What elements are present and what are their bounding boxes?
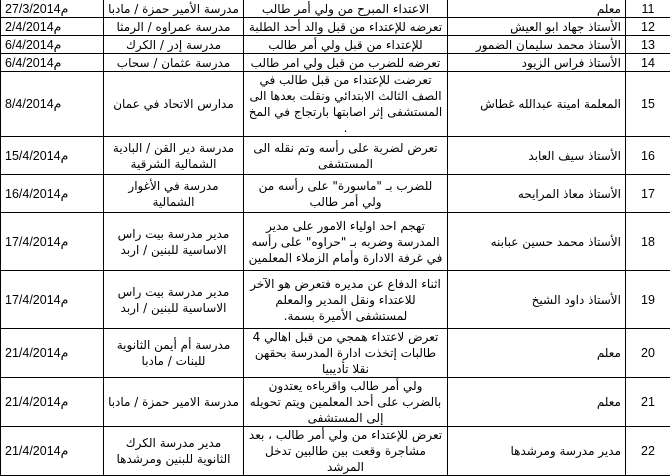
school-cell: مدرسة عمراوه / الرمثا bbox=[104, 18, 244, 36]
table-row bbox=[1, 36, 670, 54]
school-cell: مدرسة عثمان / سحاب bbox=[104, 54, 244, 72]
date-cell: 21/4/2014م bbox=[1, 329, 104, 378]
date-cell: 21/4/2014م bbox=[1, 378, 104, 427]
school-cell: مدرسة دير القن / البادية الشمالية الشرقية bbox=[104, 137, 244, 175]
table-row bbox=[1, 427, 670, 476]
number-cell: 17 bbox=[626, 175, 670, 213]
incident-cell: تعرضه للإعتداء من قبل والد أحد الطلبة bbox=[244, 18, 448, 36]
incident-cell: تعرض لضربة على رأسه وتم نقله الى المستشفى bbox=[244, 137, 448, 175]
table-row bbox=[1, 175, 670, 213]
name-cell: معلم bbox=[448, 0, 626, 18]
date-cell: 27/3/2014م bbox=[1, 0, 104, 18]
date-cell: 6/4/2014م bbox=[1, 36, 104, 54]
incident-cell: تعرضت للإعتداء من قبل طالب في الصف الثالث الابتدائي ونقلت بعدها الى المستشفى إثر اصابتها بارتجاج في المخ . bbox=[244, 72, 448, 137]
table-row bbox=[1, 0, 670, 18]
name-cell: الأستاذ معاذ المرايحه bbox=[448, 175, 626, 213]
school-cell: مدير مدرسة بيت راس الاساسية للبنين / اربد bbox=[104, 213, 244, 271]
table-row bbox=[1, 54, 670, 72]
number-cell: 12 bbox=[626, 18, 670, 36]
date-cell: 17/4/2014م bbox=[1, 213, 104, 271]
incident-cell: تعرض للإعتداء من ولي أمر طالب ، بعد مشاجرة وقعت بين طالبين تدخل المرشد bbox=[244, 427, 448, 476]
date-cell: 21/4/2014م bbox=[1, 427, 104, 476]
number-cell: 18 bbox=[626, 213, 670, 271]
incident-cell: تهجم احد اولياء الامور على مدير المدرسة وضربه بـ "حراوه" على رأسه في غرفة الادارة وأمام الزملاء المعلمين bbox=[244, 213, 448, 271]
incident-cell: تعرض لاعتداء همجي من قبل اهالي 4 طالبات إتخذت ادارة المدرسة بحقهن نقلا تأديبيا bbox=[244, 329, 448, 378]
table-row bbox=[1, 18, 670, 36]
incident-cell: اثناء الدفاع عن مديره فتعرض هو الآخر للاعتداء ونقل المدير والمعلم لمستشفى الأميرة بسمة. bbox=[244, 271, 448, 329]
name-cell: الأستاذ داود الشيخ bbox=[448, 271, 626, 329]
incident-cell: الاعتداء المبرح من ولي أمر طالب bbox=[244, 0, 448, 18]
date-cell: 8/4/2014م bbox=[1, 72, 104, 137]
name-cell: الأستاذ سيف العابد bbox=[448, 137, 626, 175]
date-cell: 16/4/2014م bbox=[1, 175, 104, 213]
number-cell: 16 bbox=[626, 137, 670, 175]
date-cell: 15/4/2014م bbox=[1, 137, 104, 175]
number-cell: 11 bbox=[626, 0, 670, 18]
name-cell: الأستاذ محمد سليمان الضمور bbox=[448, 36, 626, 54]
table-row bbox=[1, 137, 670, 175]
name-cell: معلم bbox=[448, 329, 626, 378]
school-cell: مدرسة في الأغوار الشمالية bbox=[104, 175, 244, 213]
name-cell: الأستاذ جهاد ابو العيش bbox=[448, 18, 626, 36]
school-cell: مدرسة إدر / الكرك bbox=[104, 36, 244, 54]
number-cell: 19 bbox=[626, 271, 670, 329]
number-cell: 20 bbox=[626, 329, 670, 378]
date-cell: 2/4/2014م bbox=[1, 18, 104, 36]
school-cell: مدرسة أم أيمن الثانوية للبنات / مادبا bbox=[104, 329, 244, 378]
name-cell: الأستاذ فراس الزيود bbox=[448, 54, 626, 72]
number-cell: 22 bbox=[626, 427, 670, 476]
incident-cell: ولي أمر طالب واقرباءه يعتدون بالضرب على أحد المعلمين ويتم تحويله إلى المستشفى bbox=[244, 378, 448, 427]
name-cell: مدير مدرسة ومرشدها bbox=[448, 427, 626, 476]
table-row bbox=[1, 271, 670, 329]
school-cell: مدارس الاتحاد في عمان bbox=[104, 72, 244, 137]
date-cell: 6/4/2014م bbox=[1, 54, 104, 72]
school-cell: مدرسة الامير حمزة / مادبا bbox=[104, 378, 244, 427]
number-cell: 14 bbox=[626, 54, 670, 72]
school-cell: مدير مدرسة الكرك الثانوية للبنين ومرشدها bbox=[104, 427, 244, 476]
incident-cell: للإعتداء من قبل ولي أمر طالب bbox=[244, 36, 448, 54]
number-cell: 13 bbox=[626, 36, 670, 54]
name-cell: المعلمة امينة عبدالله غطاش bbox=[448, 72, 626, 137]
number-cell: 21 bbox=[626, 378, 670, 427]
incident-cell: للضرب بـ "ماسورة" على رأسه من ولي أمر طالب bbox=[244, 175, 448, 213]
incident-cell: تعرضه للضرب من قبل ولي امر طالب bbox=[244, 54, 448, 72]
date-cell: 17/4/2014م bbox=[1, 271, 104, 329]
table-row bbox=[1, 72, 670, 137]
table-row bbox=[1, 329, 670, 378]
name-cell: الأستاذ محمد حسين عبابنه bbox=[448, 213, 626, 271]
name-cell: معلم bbox=[448, 378, 626, 427]
table-row bbox=[1, 213, 670, 271]
school-cell: مدرسة الأمير حمزة / مادبا bbox=[104, 0, 244, 18]
table-row bbox=[1, 378, 670, 427]
number-cell: 15 bbox=[626, 72, 670, 137]
school-cell: مدير مدرسة بيت راس الاساسية للبنين / اربد bbox=[104, 271, 244, 329]
